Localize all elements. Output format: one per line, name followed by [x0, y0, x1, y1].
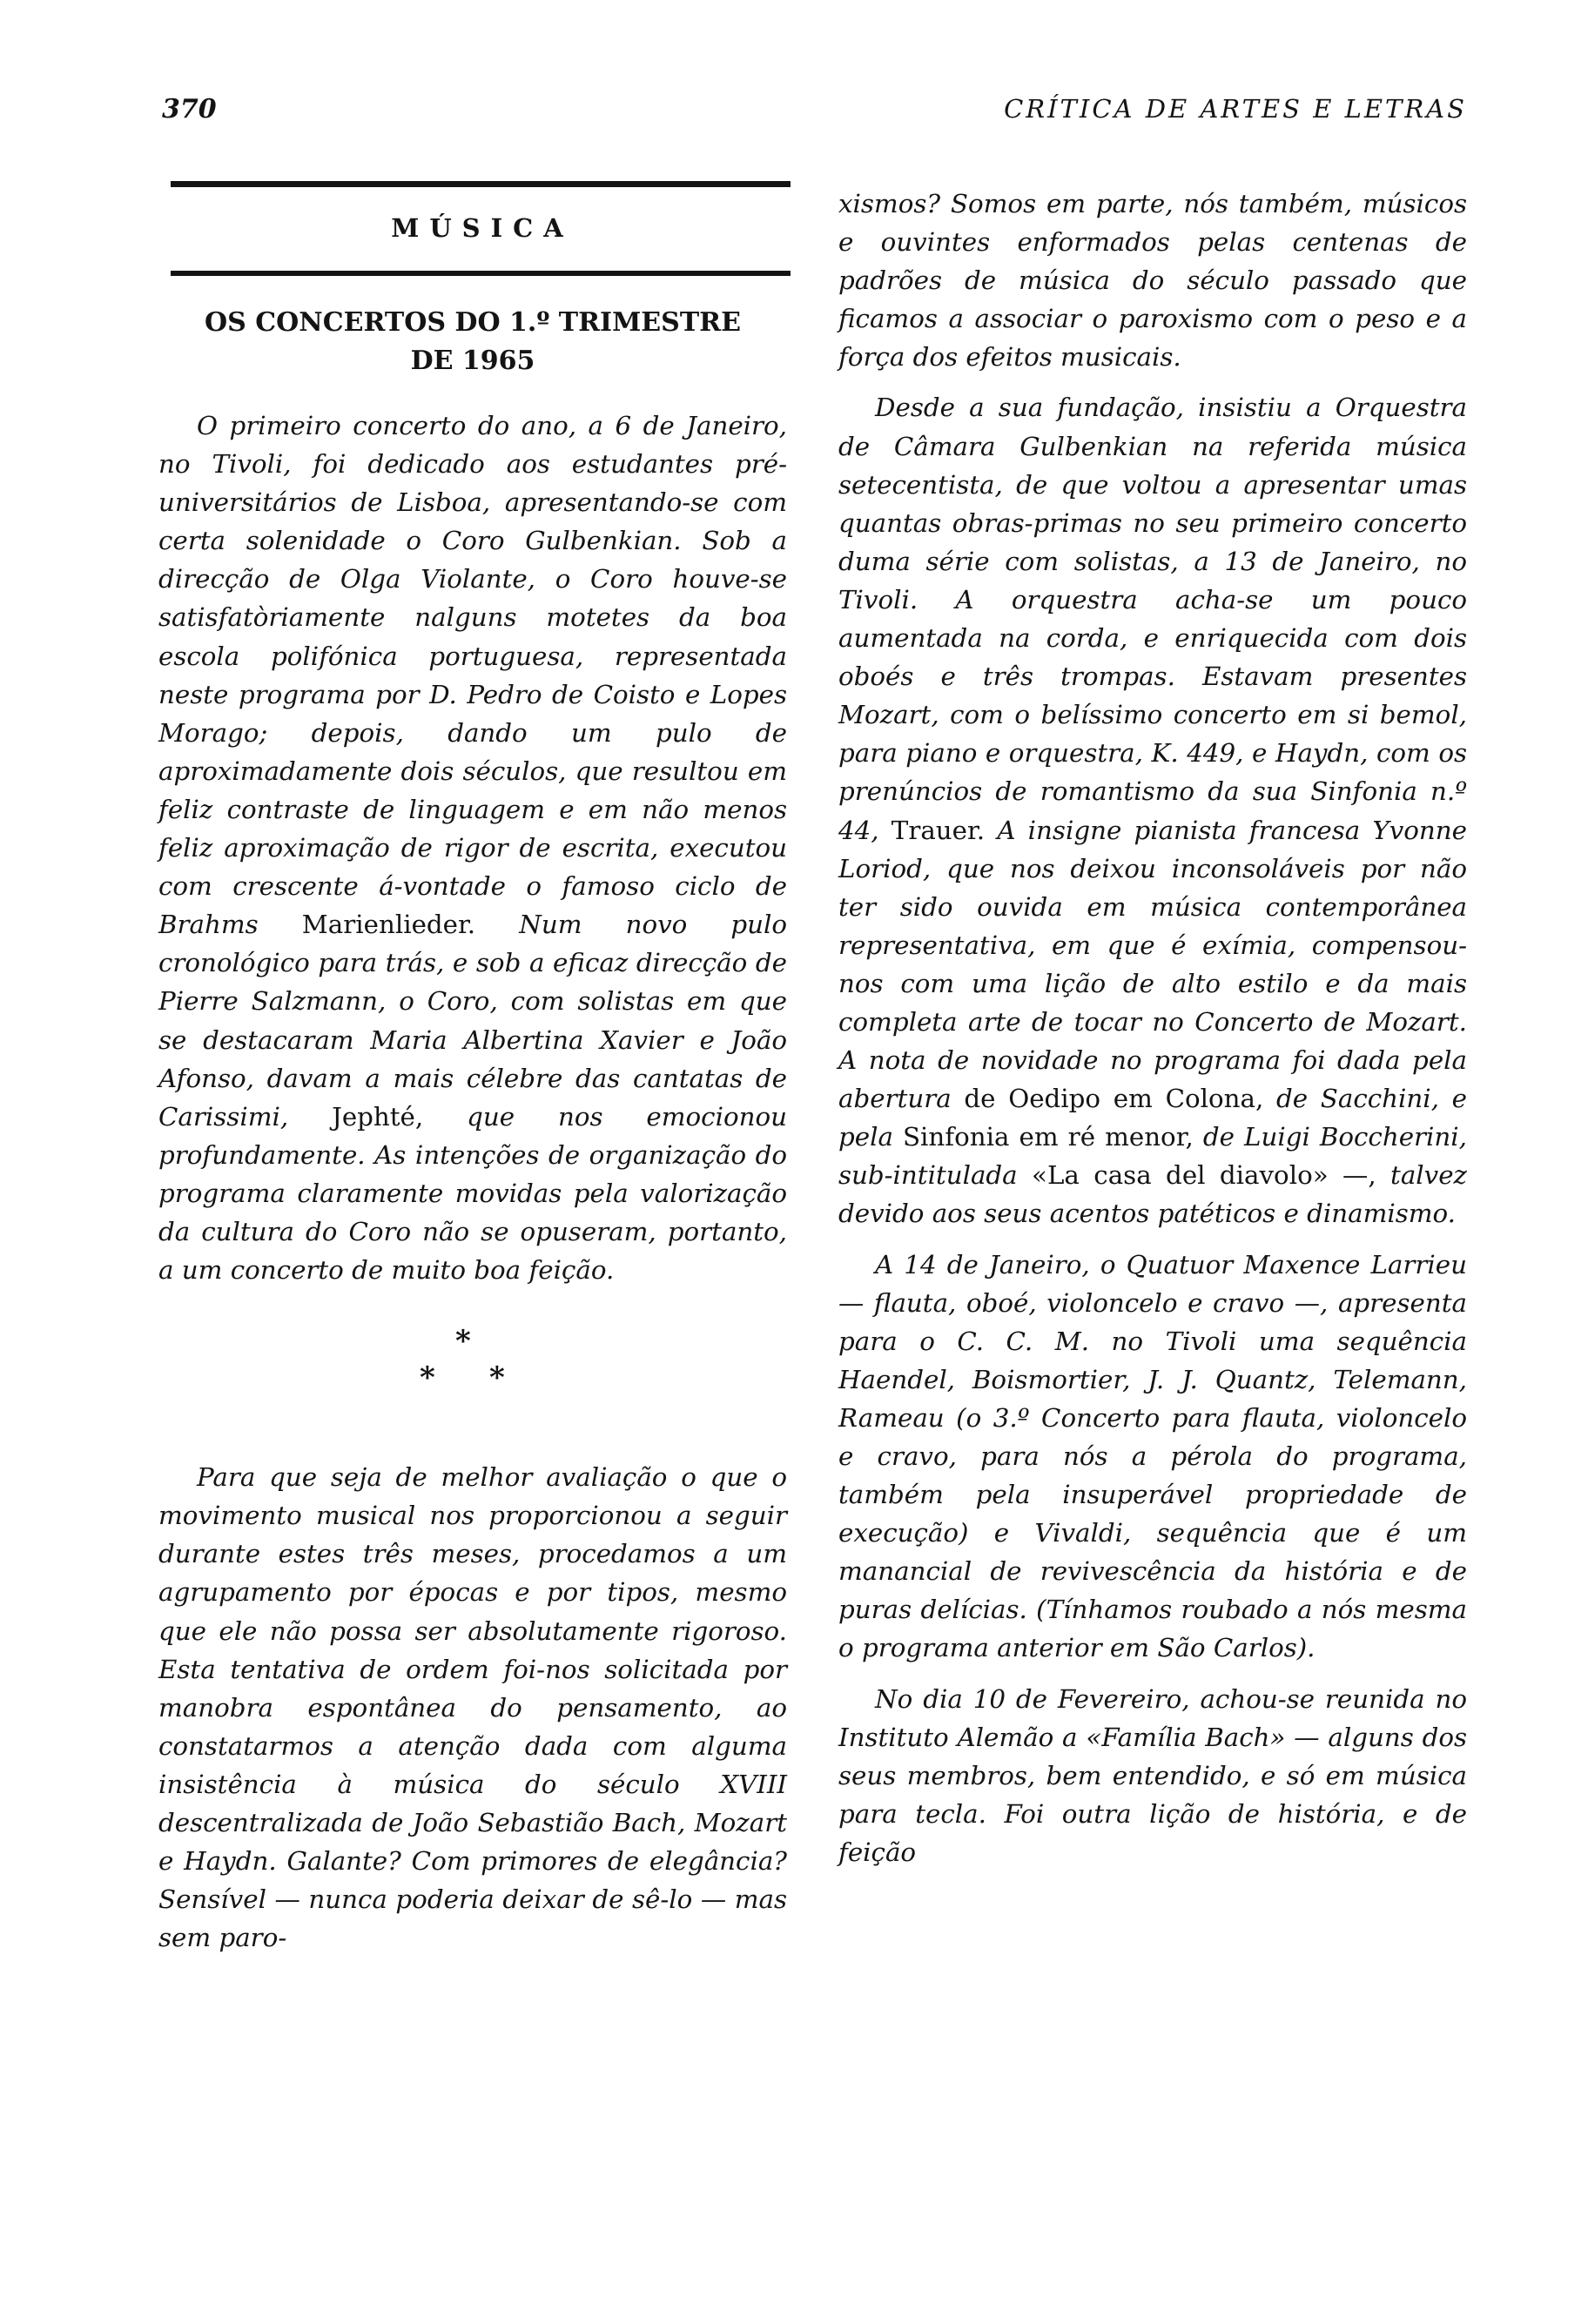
running-header — [157, 94, 1467, 129]
asterisk-icon: * — [455, 1324, 471, 1360]
section-rule-bottom — [171, 271, 791, 276]
running-title: CRÍTICA DE ARTES E LETRAS — [1004, 94, 1467, 124]
section-break-asterisks — [158, 1324, 787, 1446]
asterisk-icon: * — [489, 1360, 505, 1396]
article-title — [158, 304, 787, 380]
section-title: MÚSICA — [391, 213, 574, 243]
right-column — [838, 185, 1467, 1871]
left-column — [158, 181, 787, 1957]
section-rule-top — [171, 181, 791, 187]
article-title-line-2: DE 1965 — [410, 346, 535, 376]
paragraph-first-concert: O primeiro concerto do ano, a 6 de Janeiro, no Tivoli, foi dedicado aos estudantes pré-universitários de Lisboa, apresentando-se com certa solenidade o Coro Gulbenkian. Sob a direcção de Olga Violante, o Coro houve-se satisfatòriamente nalguns motetes da boa escola polifónica portuguesa, representada neste programa por D. Pedro de Coisto e Lopes Morago; depois, dando um pulo de aproximadamente dois séculos, que resultou em feliz contraste de linguagem e em não menos feliz aproximação de rigor de escrita, executou com crescente á-vontade o famoso ciclo de Brahms Marienlieder. Num novo pulo cronológico para trás, e sob a eficaz direcção de Pierre Salzmann, o Coro, com solistas em que se destacaram Maria Albertina Xavier e João Afonso, davam a mais célebre das cantatas de Carissimi, Jephté, que nos emocionou profundamente. As intenções de organização do programa claramente movidas pela valorização da cultura do Coro não se opuseram, portanto, a um concerto de muito boa feição. — [158, 411, 787, 1286]
paragraph-grouping: Para que seja de melhor avaliação o que o movimento musical nos proporcionou a seguir durante estes três meses, procedamos a um agrupamento por épocas e por tipos, mesmo que ele não possa ser absolutamente rigoroso. Esta tentativa de ordem foi-nos solicitada por manobra espontânea do pensamento, ao constatarmos a atenção dada com alguma insistência à música do século XVIII descentralizada de João Sebastião Bach, Mozart e Haydn. Galante? Com primores de elegância? Sensível — nunca poderia deixar de sê-lo — mas sem paro- — [158, 1462, 787, 1953]
article-title-line-1: OS CONCERTOS DO 1.º TRIMESTRE — [205, 307, 741, 338]
work-title: Marienlieder. — [301, 910, 476, 940]
paragraph-continuation: xismos? Somos em parte, nós também, músicos e ouvintes enformados pelas centenas de padrões de música do século passado que ficamos a associar o paroxismo com o peso e a força dos efeitos musicais. — [838, 189, 1467, 373]
asterisk-icon: * — [420, 1360, 435, 1396]
paragraph-gulbenkian-orchestra: Desde a sua fundação, insistiu a Orquestra de Câmara Gulbenkian na referida música setecentista, de que voltou a apresentar umas quantas obras-primas no seu primeiro concerto duma série com solistas, a 13 de Janeiro, no Tivoli. A orquestra acha-se um pouco aumentada na corda, e enriquecida com dois oboés e três trompas. Estavam presentes Mozart, com o belíssimo concerto em si bemol, para piano e orquestra, K. 449, e Haydn, com os prenúncios de romantismo da sua Sinfonia n.º 44, Trauer. A insigne pianista francesa Yvonne Loriod, que nos deixou inconsoláveis por não ter sido ouvida em música contemporânea representativa, em que é exímia, compensou-nos com uma lição de alto estilo e da mais completa arte de tocar no Concerto de Mozart. A nota de novidade no programa foi dada pela abertura de Oedipo em Colona, de Sacchini, e pela Sinfonia em ré menor, de Luigi Boccherini, sub-intitulada «La casa del diavolo» —, talvez devido aos seus acentos patéticos e dinamismo. — [838, 393, 1467, 1229]
page-number: 370 — [162, 94, 217, 124]
paragraph-quatuor-larrieu: A 14 de Janeiro, o Quatuor Maxence Larrieu — flauta, oboé, violoncelo e cravo —, apresenta para o C. C. M. no Tivoli uma sequência Haendel, Boismortier, J. J. Quantz, Telemann, Rameau (o 3.º Concerto para flauta, violoncelo e cravo, para nós a pérola do programa, também pela insuperável propriedade de execução) e Vivaldi, sequência que é um manancial de revivescência da história e de puras delícias. (Tínhamos roubado a nós mesma o programa anterior em São Carlos). — [838, 1249, 1467, 1663]
work-title: Oedipo em Colona, — [1008, 1084, 1264, 1114]
paragraph-familia-bach: No dia 10 de Fevereiro, achou-se reunida no Instituto Alemão a «Família Bach» — alguns dos seus membros, bem entendido, e só em música para tecla. Foi outra lição de história, e de feição — [838, 1683, 1467, 1867]
work-title: Trauer. — [891, 815, 986, 845]
work-title: Jephté, — [332, 1101, 424, 1132]
work-title: Sinfonia em ré menor, — [902, 1122, 1194, 1152]
work-title: «La casa del diavolo» —, — [1032, 1160, 1376, 1191]
